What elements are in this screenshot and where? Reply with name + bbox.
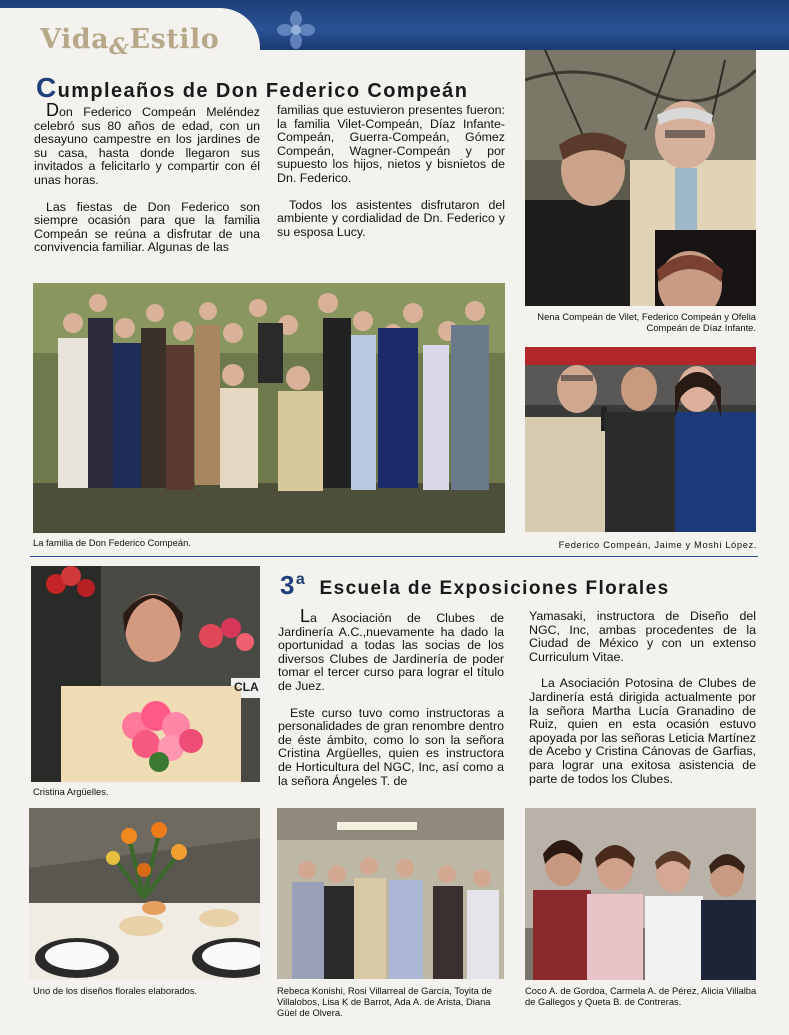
photo-compean-lopez xyxy=(525,347,756,532)
article1-paragraph-2b: familias que estuvieron presentes fueron: la familia Vilet-Compeán, Díaz Infante-Compeán, Guerra-Compeán, Gómez Compeán, Wagner-Compeán y por supuesto los hijos, nietos y bisnietos de Dn. Federico. xyxy=(277,103,505,185)
article2-column-1 xyxy=(278,606,504,801)
article2-headline xyxy=(280,570,670,601)
article1-column-1 xyxy=(34,100,260,268)
caption-compean-lopez: Federico Compeán, Jaime y Moshi López. xyxy=(558,539,757,550)
caption-group-gordoa: Coco A. de Gordoa, Carmela A. de Pérez, Alicia Villalba de Gallegos y Queta B. de Contreras. xyxy=(525,985,757,1007)
article2-title-superscript: a xyxy=(295,571,307,588)
article2-paragraph-1: La Asociación de Clubes de Jardinería A.C.,nuevamente ha dado la oportunidad a todas las socias de los diversos Clubes de Jardinería de poder tomar el tercer curso para lograr el título de Juez. xyxy=(278,606,504,693)
article1-title-rest: umpleaños de Don Federico Compeán xyxy=(57,80,469,102)
section-word-1: Vida xyxy=(40,24,110,55)
article2-title-number: 3 xyxy=(280,570,296,600)
section-title xyxy=(40,24,220,60)
photo-floral-design xyxy=(29,808,260,980)
caption-compean-trio: Nena Compeán de Vilet, Federico Compeán y Ofelia Compeán de Díaz Infante. xyxy=(537,311,756,333)
photo-group-gordoa xyxy=(525,808,756,980)
photo-sign-text: CLA xyxy=(234,680,259,694)
article1-paragraph-2a: Las fiestas de Don Federico son siempre ocasión para que la familia Compeán se reúna a disfrutar de una convivencia familiar. Algunas de las xyxy=(34,199,260,255)
photo-compean-family xyxy=(33,283,505,533)
article1-headline xyxy=(36,72,468,104)
section-divider xyxy=(30,556,758,557)
caption-compean-family: La familia de Don Federico Compeán. xyxy=(33,537,191,548)
photo-cristina-arguelles xyxy=(31,566,260,782)
article1-title-initial: C xyxy=(36,72,58,103)
caption-floral-design: Uno de los diseños florales elaborados. xyxy=(33,985,198,996)
article1-paragraph-3: Todos los asistentes disfrutaron del ambiente y cordialidad de Dn. Federico y su esposa Lucy. xyxy=(277,197,505,239)
article1-paragraph-1: Don Federico Compeán Meléndez celebró sus 80 años de edad, con un desayuno campestre en los jardines de su casa, hasta donde llegaron sus invitados a felicitarlo y compartir con él unas horas. xyxy=(34,100,260,187)
article2-paragraph-2b: Yamasaki, instructora de Diseño del NGC, Inc, ambas procedentes de la Ciudad de México y con un extenso Curriculum Vitae. xyxy=(529,609,756,664)
photo-group-konishi xyxy=(277,808,504,979)
article2-paragraph-3: La Asociación Potosina de Clubes de Jardinería está dirigida actualmente por la señora Martha Lucía Granadino de Ruiz, quien en esta ocasión estuvo apoyada por las señoras Leticia Martínez de Acebo y Cristina Cánovas de Garfias, para lograr una exitosa asistencia de parte de todos los Clubes. xyxy=(529,676,756,786)
section-word-2: Estilo xyxy=(129,24,220,55)
article1-column-2 xyxy=(277,104,505,252)
article2-title-rest: Escuela de Exposiciones Florales xyxy=(319,578,670,599)
section-ampersand: & xyxy=(109,34,130,60)
photo-compean-trio xyxy=(525,50,756,306)
article2-column-2 xyxy=(529,610,756,799)
article2-paragraph-2a: Este curso tuvo como instructoras a personalidades de gran renombre dentro de éste ámbito, como lo son la señora Cristina Argüelles, quien es instructora de Horticultura del NGC, Inc, así como a la señora Ángeles T. de xyxy=(278,705,504,788)
caption-group-konishi: Rebeca Konishi, Rosi Villarreal de García, Toyita de Villalobos, Lisa K de Barrot, Ada A. de Arista, Diana Güel de Olvera. xyxy=(277,985,492,1018)
caption-cristina-arguelles: Cristina Argüelles. xyxy=(33,786,109,797)
flower-ornament-icon xyxy=(276,10,316,50)
